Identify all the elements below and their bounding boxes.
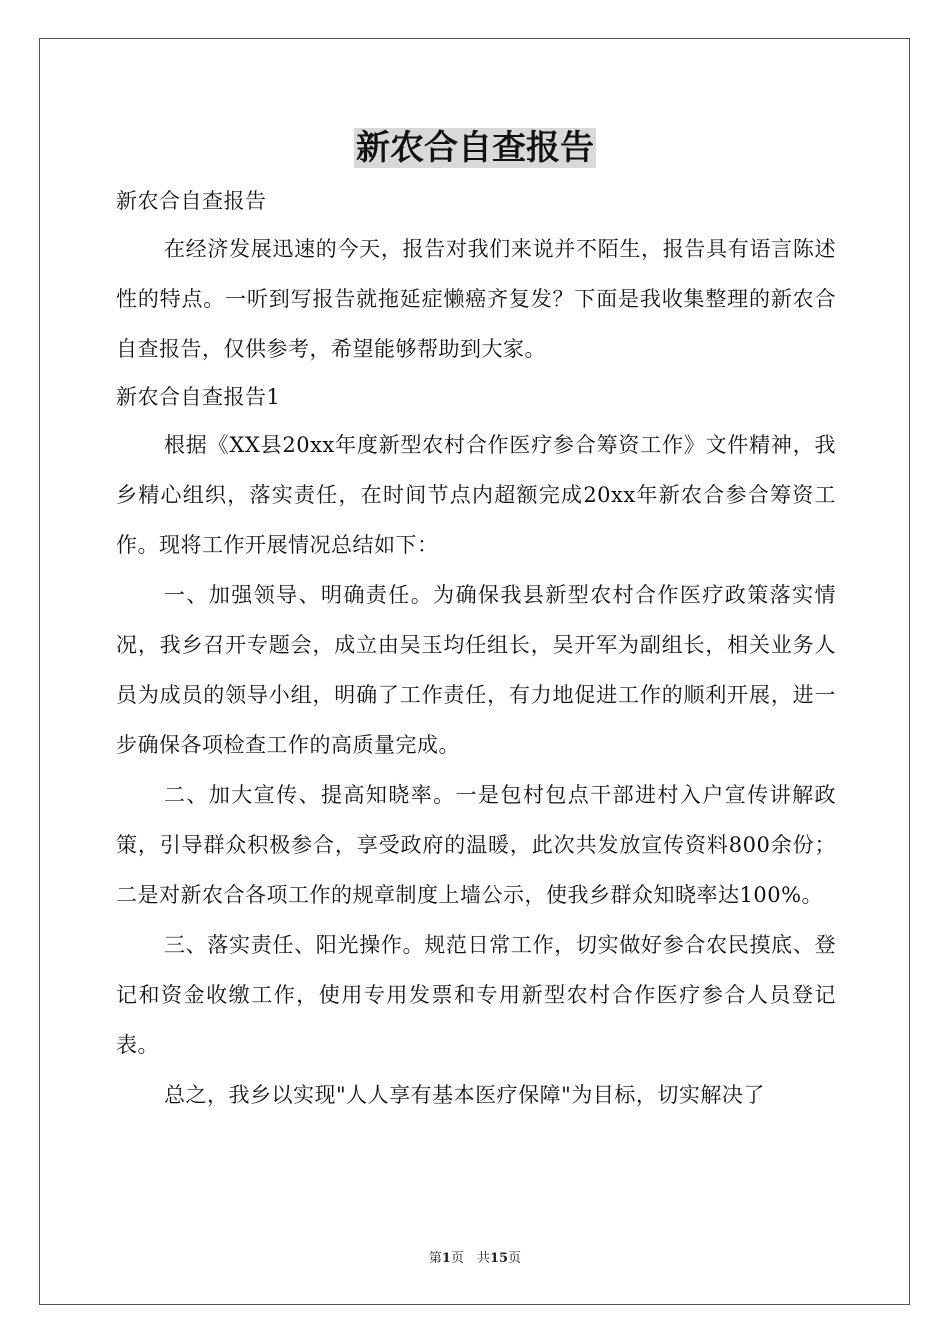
page-suffix: 页	[508, 1251, 522, 1266]
paragraph: 新农合自查报告1	[116, 385, 281, 409]
page-total: 15	[489, 1251, 509, 1266]
page-prefix: 第	[428, 1251, 442, 1266]
paragraph: 新农合自查报告	[116, 189, 267, 213]
paragraph: 三、落实责任、阳光操作。规范日常工作，切实做好参合农民摸底、登记和资金收缴工作，使用专用发票和专用新型农村合作医疗参合人员登记表。	[116, 933, 836, 1057]
page-footer	[0, 1247, 950, 1266]
page-current: 1	[441, 1251, 451, 1266]
paragraph: 一、加强领导、明确责任。为确保我县新型农村合作医疗政策落实情况，我乡召开专题会，成立由吴玉均任组长，吴开军为副组长，相关业务人员为成员的领导小组，明确了工作责任，有力地促进工作的顺利开展，进一步确保各项检查工作的高质量完成。	[116, 583, 836, 757]
paragraph: 根据《XX县20xx年度新型农村合作医疗参合筹资工作》文件精神，我乡精心组织，落实责任，在时间节点内超额完成20xx年新农合参合筹资工作。现将工作开展情况总结如下：	[116, 433, 836, 557]
document-body	[116, 178, 836, 1120]
document-title	[0, 124, 950, 172]
paragraph: 在经济发展迅速的今天，报告对我们来说并不陌生，报告具有语言陈述性的特点。一听到写报告就拖延症懒癌齐复发？下面是我收集整理的新农合自查报告，仅供参考，希望能够帮助到大家。	[116, 237, 836, 361]
paragraph: 总之，我乡以实现"人人享有基本医疗保障"为目标，切实解决了	[164, 1083, 765, 1107]
paragraph: 二、加大宣传、提高知晓率。一是包村包点干部进村入户宣传讲解政策，引导群众积极参合，享受政府的温暖，此次共发放宣传资料800余份；二是对新农合各项工作的规章制度上墙公示，使我乡群众知晓率达100%。	[116, 783, 836, 907]
page-mid: 页 共	[450, 1251, 490, 1266]
document-title-text: 新农合自查报告	[356, 128, 594, 168]
